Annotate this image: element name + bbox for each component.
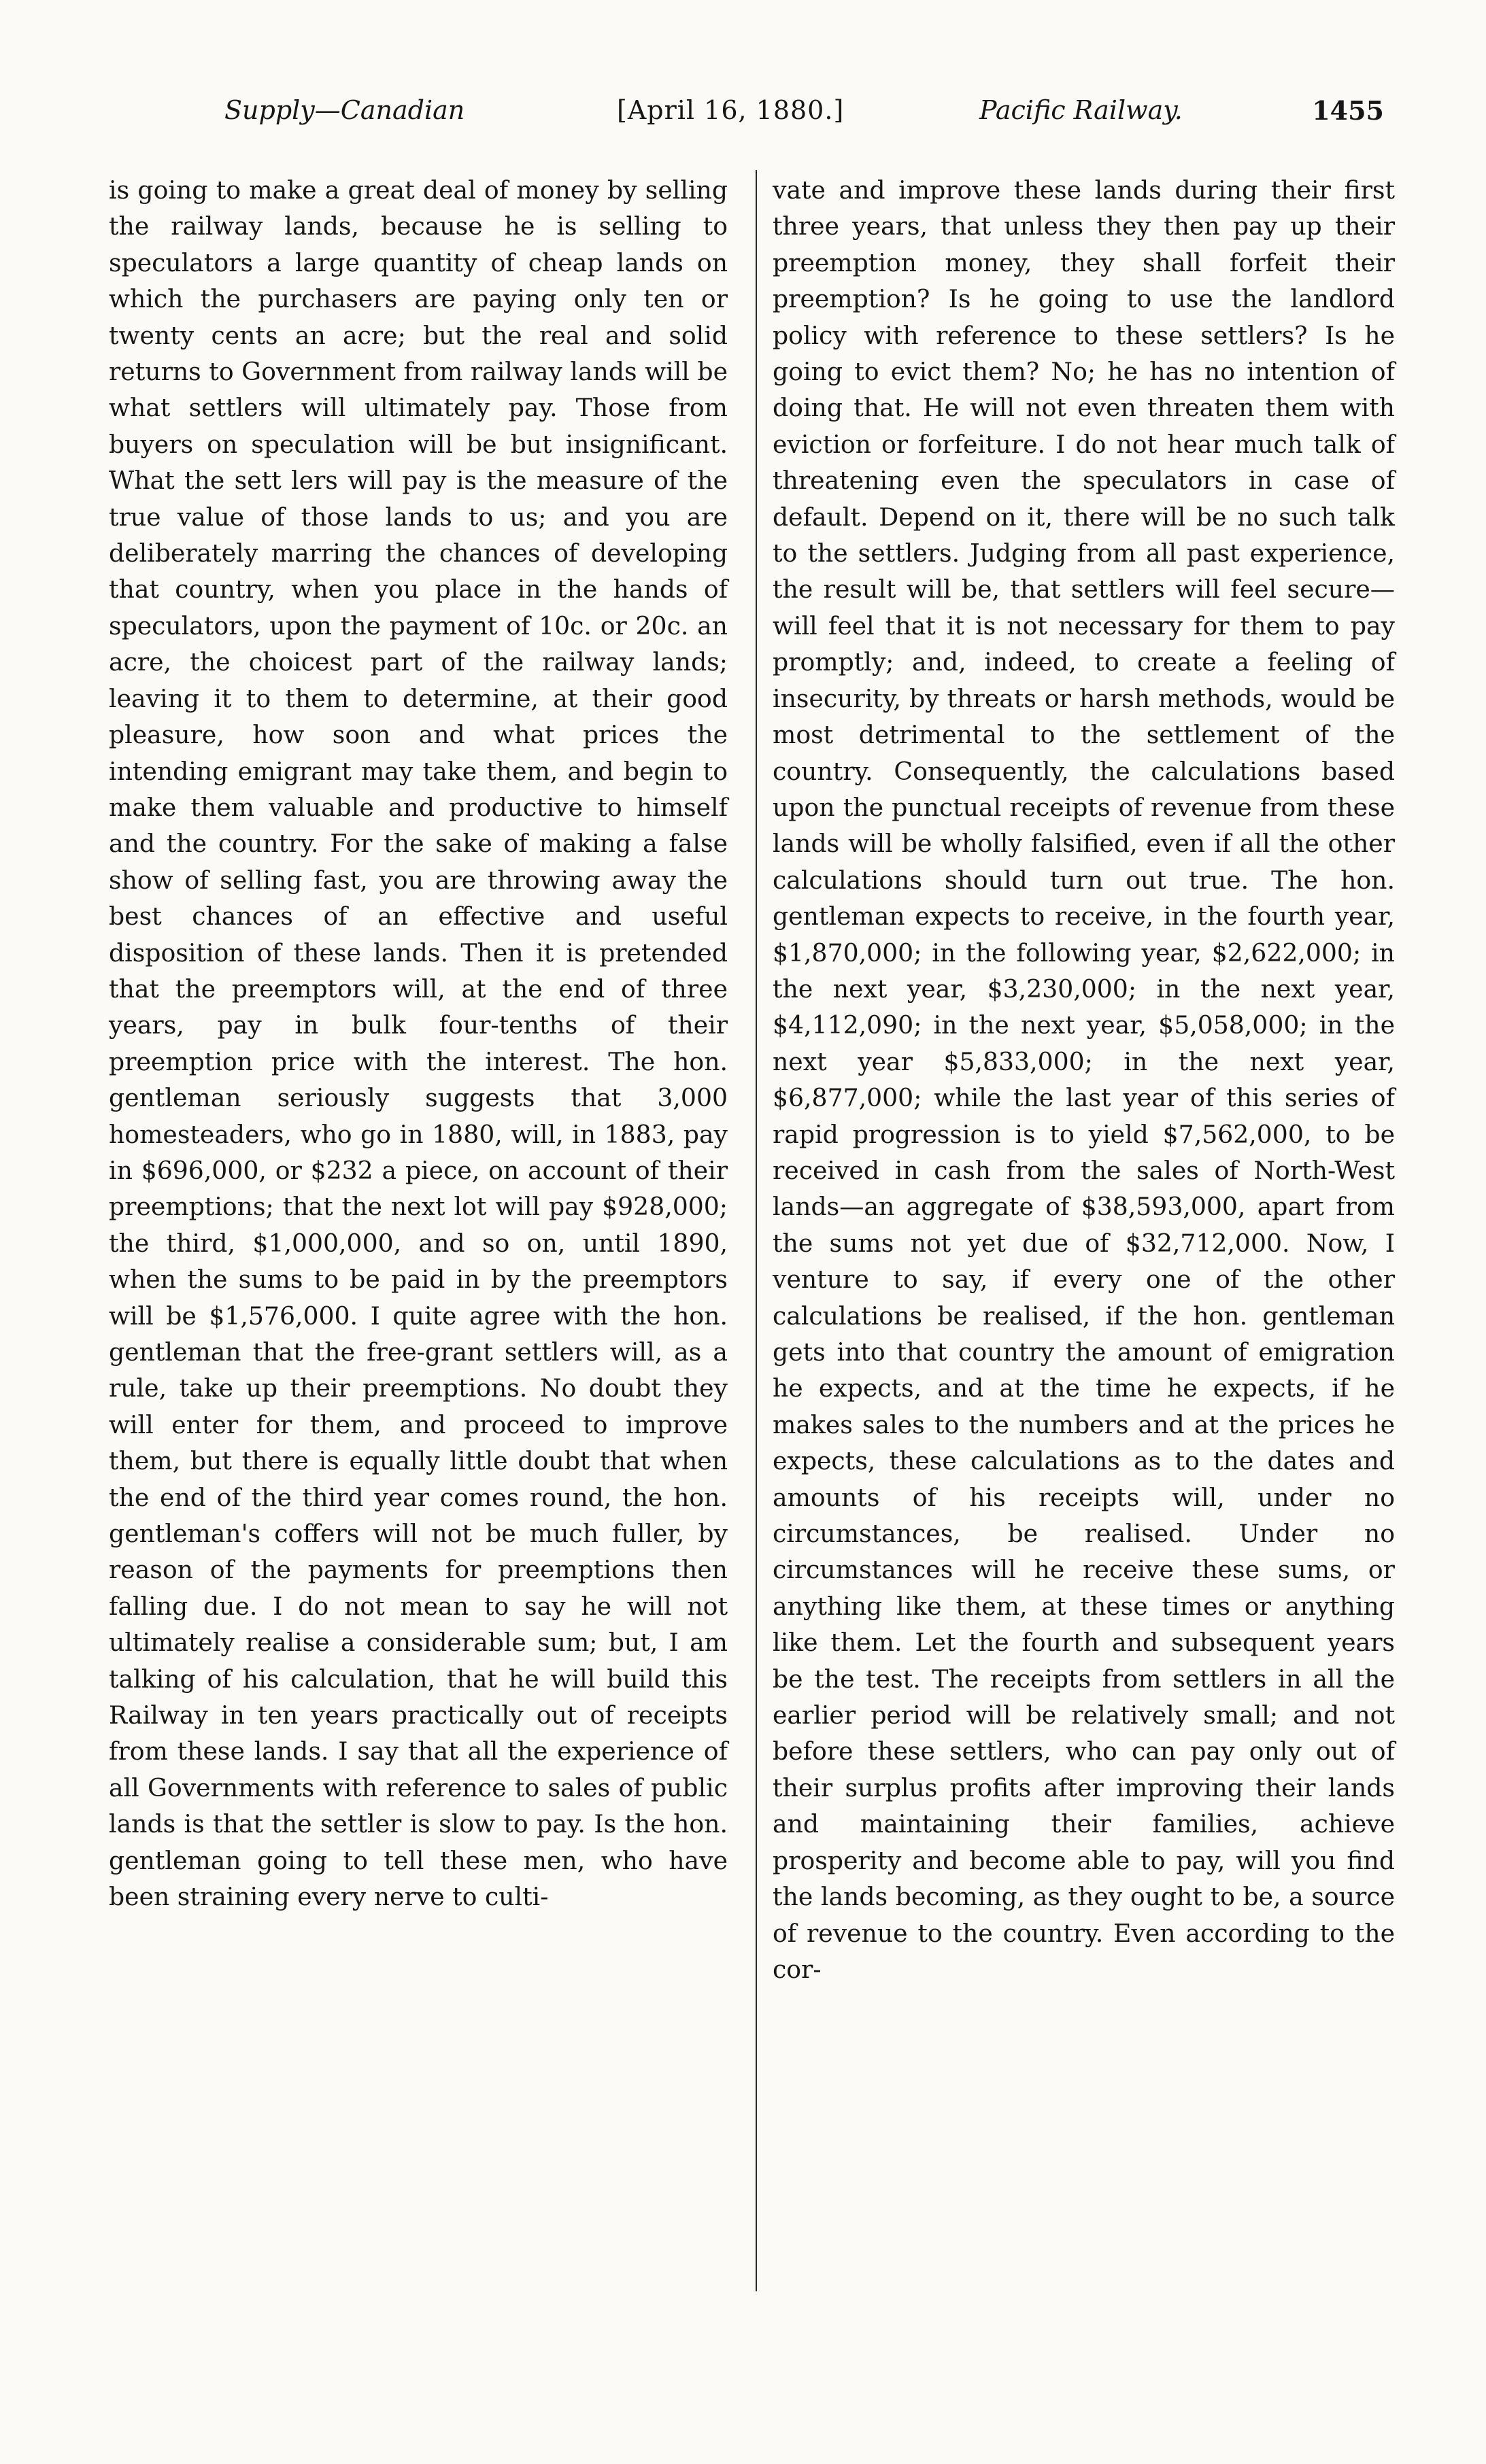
right-column-text: vate and improve these lands during their first three years, that unless they then pay up their preemption money, they shall forfeit their preemption? Is he going to use the landlord policy with reference to these settlers? Is he going to evict them? No; he has no intention of doing that. He will not even threaten them with eviction or forfeiture. I do not hear much talk of threatening even the speculators in case of default. Depend on it, there will be no such talk to the settlers. Judging from all past experience, the result will be, that settlers will feel secure—will feel that it is not necessary for them to pay promptly; and, indeed, to create a feeling of insecurity, by threats or harsh methods, would be most detrimental to the settlement of the country. Consequently, the calculations based upon the punctual receipts of revenue from these lands will be wholly falsified, even if all the other calculations should turn out true. The hon. gentleman expects to receive, in the fourth year, $1,870,000; in the following year, $2,622,000; in the next year, $3,230,000; in the next year, $4,112,090; in the next year, $5,058,000; in the next year $5,833,000; in the next year, $6,877,000; while the last year of this series of rapid progression is to yield $7,562,000, to be received in cash from the sales of North-West lands—an aggregate of $38,593,000, apart from the sums not yet due of $32,712,000. Now, I venture to say, if every one of the other calculations be realised, if the hon. gentleman gets into that country the amount of emigration he expects, and at the time he expects, if he makes sales to the numbers and at the prices he expects, these calculations as to the dates and amounts of his receipts will, under no circumstances, be realised. Under no circumstances will he receive these sums, or anything like them, at these times or anything like them. Let the fourth and subsequent years be the test. The receipts from settlers in all the earlier period will be relatively small; and not before these settlers, who can pay only out of their surplus profits after improving their lands and maintaining their families, achieve prosperity and become able to pay, will you find the lands becoming, as they ought to be, a source of revenue to the country. Even according to the cor-: [773, 175, 1395, 1984]
column-divider: [756, 170, 757, 2291]
header-date: [April 16, 1880.]: [617, 95, 845, 125]
header-left: Supply—Canadian: [224, 95, 465, 125]
left-column: [109, 172, 728, 1915]
right-column: [773, 172, 1395, 1987]
left-column-text: is going to make a great deal of money by selling the railway lands, because he is selling to speculators a large quantity of cheap lands on which the purchasers are paying only ten or twenty cents an acre; but the real and solid returns to Government from railway lands will be what settlers will ultimately pay. Those from buyers on speculation will be but insignificant. What the sett lers will pay is the measure of the true value of those lands to us; and you are deliberately marring the chances of developing that country, when you place in the hands of speculators, upon the payment of 10c. or 20c. an acre, the choicest part of the railway lands; leaving it to them to determine, at their good pleasure, how soon and what prices the intending emigrant may take them, and begin to make them valuable and productive to himself and the country. For the sake of making a false show of selling fast, you are throwing away the best chances of an effective and useful disposition of these lands. Then it is pretended that the preemptors will, at the end of three years, pay in bulk four-tenths of their preemption price with the interest. The hon. gentleman seriously suggests that 3,000 homesteaders, who go in 1880, will, in 1883, pay in $696,000, or $232 a piece, on account of their preemptions; that the next lot will pay $928,000; the third, $1,000,000, and so on, until 1890, when the sums to be paid in by the preemptors will be $1,576,000. I quite agree with the hon. gentleman that the free-grant settlers will, as a rule, take up their preemptions. No doubt they will enter for them, and proceed to improve them, but there is equally little doubt that when the end of the third year comes round, the hon. gentleman's coffers will not be much fuller, by reason of the payments for preemptions then falling due. I do not mean to say he will not ultimately realise a considerable sum; but, I am talking of his calculation, that he will build this Railway in ten years practically out of receipts from these lands. I say that all the experience of all Governments with reference to sales of public lands is that the settler is slow to pay. Is the hon. gentleman going to tell these men, who have been straining every nerve to culti-: [109, 175, 728, 1912]
header-right: Pacific Railway.: [979, 95, 1183, 125]
running-header: [224, 95, 1384, 143]
page-number: 1455: [1312, 95, 1384, 126]
